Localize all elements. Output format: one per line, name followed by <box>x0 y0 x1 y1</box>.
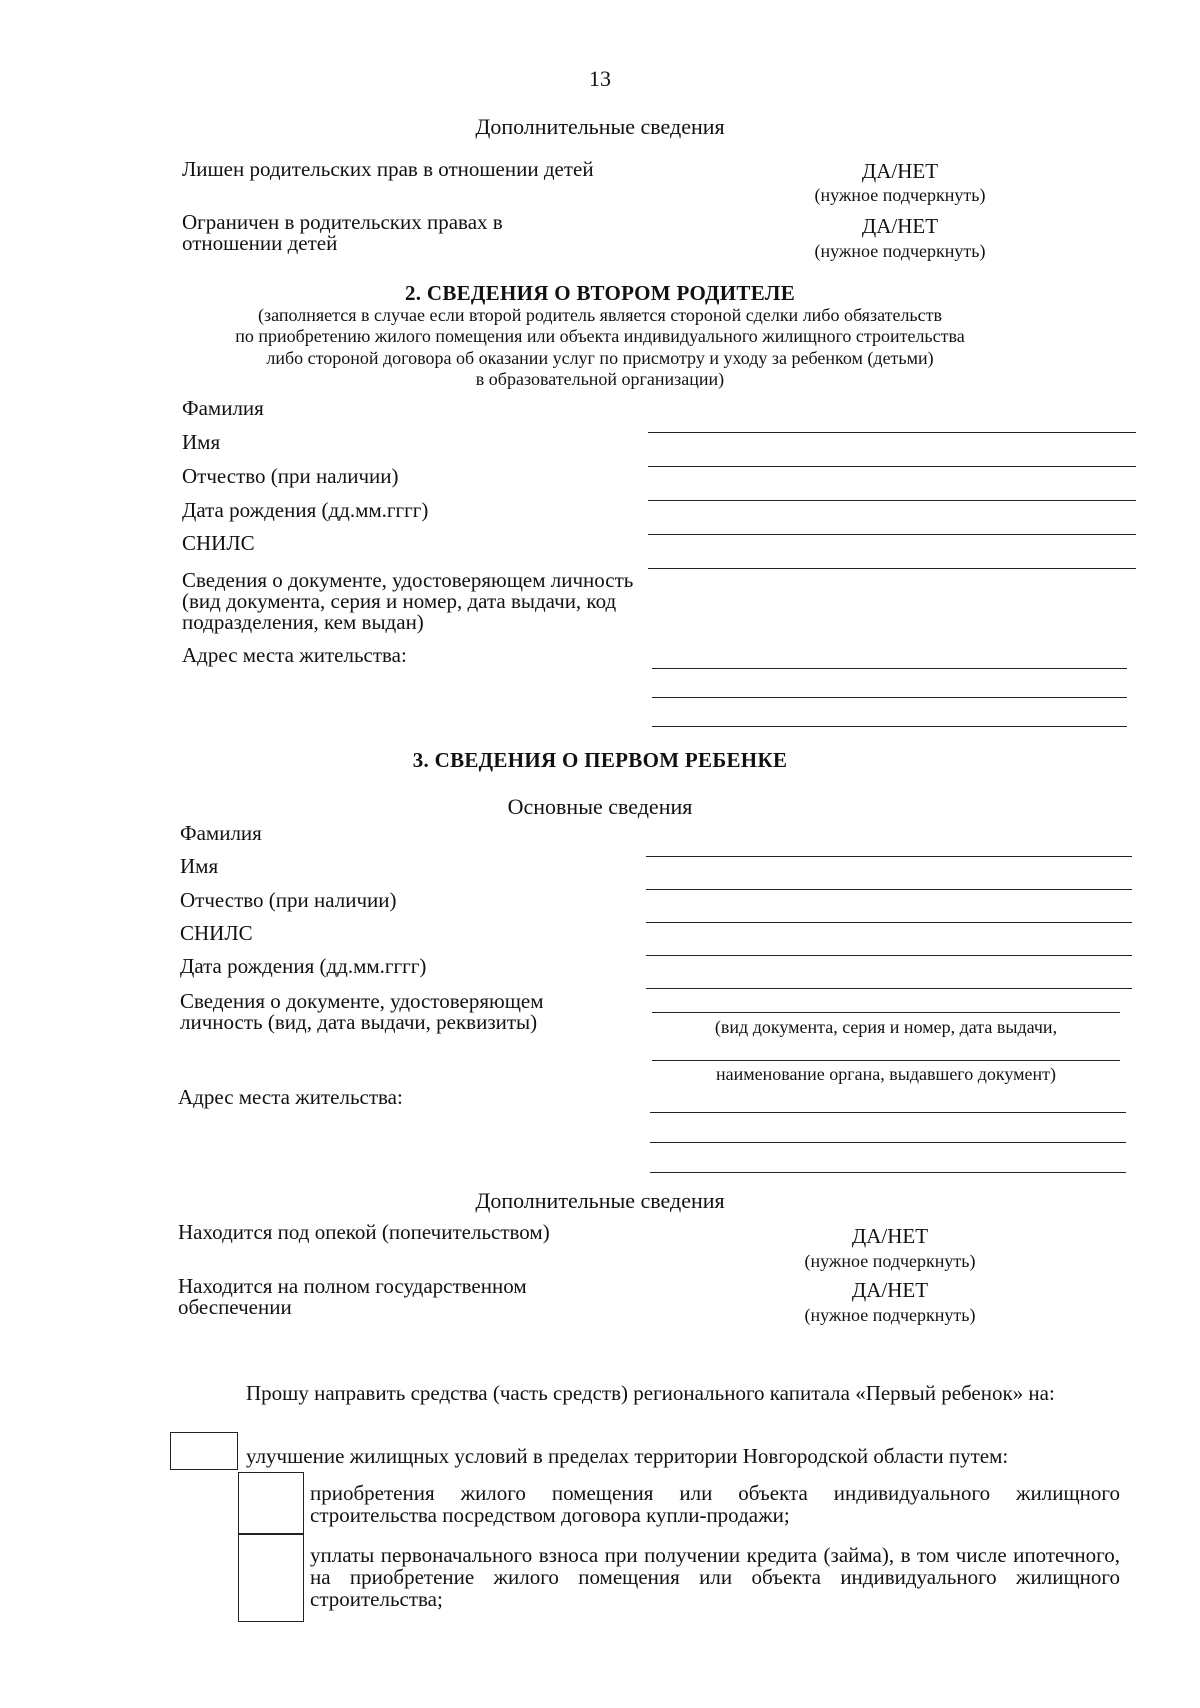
child-birthdate-label: Дата рождения (дд.мм.гггг) <box>180 954 427 978</box>
child-id-document-hint-1: (вид документа, серия и номер, дата выдачи, <box>714 1017 1058 1037</box>
option-housing-text: улучшение жилищных условий в пределах территории Новгородской области путем: <box>246 1444 1009 1468</box>
section2-note-line-2: по приобретению жилого помещения или объекта индивидуального жилищного строительства <box>235 326 965 346</box>
parent2-surname-label: Фамилия <box>182 396 264 420</box>
parent2-name-field[interactable] <box>648 466 1136 467</box>
child-id-document-label: Сведения о документе, удостоверяющем личность (вид, дата выдачи, реквизиты) <box>180 989 544 1034</box>
section2-note-line-3: либо стороной договора об оказании услуг по присмотру и уходу за ребенком (детьми) <box>266 348 934 368</box>
child-snils-label: СНИЛС <box>180 921 253 945</box>
guardianship-answer[interactable]: ДА/НЕТ <box>851 1224 929 1248</box>
parent2-birthdate-label: Дата рождения (дд.мм.гггг) <box>182 498 429 522</box>
deprived-rights-hint: (нужное подчеркнуть) <box>814 185 986 205</box>
state-support-hint: (нужное подчеркнуть) <box>804 1305 976 1325</box>
child-address-line-1[interactable] <box>650 1112 1126 1113</box>
child-address-line-2[interactable] <box>650 1142 1126 1143</box>
option-mortgage-text: уплаты первоначального взноса при получении кредита (займа), в том числе ипотечного, на приобретение жилого помещения или объекта индивидуального жилищного строительства; <box>310 1543 1120 1611</box>
child-id-document-hint-2: наименование органа, выдавшего документ) <box>715 1064 1057 1084</box>
parent2-address-line-2[interactable] <box>652 697 1127 698</box>
parent2-patronymic-label: Отчество (при наличии) <box>182 464 399 488</box>
guardianship-hint: (нужное подчеркнуть) <box>804 1251 976 1271</box>
deprived-rights-answer[interactable]: ДА/НЕТ <box>861 159 939 183</box>
parent2-name-label: Имя <box>182 430 221 454</box>
child-id-document-field-1[interactable] <box>652 1012 1120 1013</box>
option-mortgage-checkbox[interactable] <box>238 1534 304 1622</box>
child-patronymic-label: Отчество (при наличии) <box>180 888 397 912</box>
section2-note-line-1: (заполняется в случае если второй родитель является стороной сделки либо обязательств <box>258 305 942 325</box>
child-birthdate-field[interactable] <box>646 988 1132 989</box>
child-address-line-3[interactable] <box>650 1172 1126 1173</box>
section3-main-heading: Основные сведения <box>507 794 693 819</box>
child-surname-field[interactable] <box>646 856 1132 857</box>
option-purchase-checkbox[interactable] <box>238 1472 304 1534</box>
option-purchase-text: приобретения жилого помещения или объекта индивидуального жилищного строительства посредством договора купли-продажи; <box>310 1481 1120 1527</box>
parent2-patronymic-field[interactable] <box>648 500 1136 501</box>
child-address-label: Адрес места жительства: <box>178 1085 403 1109</box>
restricted-rights-hint: (нужное подчеркнуть) <box>814 241 986 261</box>
parent2-address-line-3[interactable] <box>652 726 1127 727</box>
child-name-field[interactable] <box>646 889 1132 890</box>
restricted-rights-answer[interactable]: ДА/НЕТ <box>861 214 939 238</box>
parent2-id-document-label: Сведения о документе, удостоверяющем личность (вид документа, серия и номер, дата выдачи, код подразделения, кем выдан) <box>182 568 634 634</box>
deprived-rights-label: Лишен родительских прав в отношении детей <box>182 157 594 181</box>
parent2-address-line-1[interactable] <box>652 668 1127 669</box>
child-id-document-field-2[interactable] <box>652 1060 1120 1061</box>
child-name-label: Имя <box>180 854 219 878</box>
option-housing-checkbox[interactable] <box>170 1432 238 1470</box>
parent2-address-label: Адрес места жительства: <box>182 643 407 667</box>
section2-note-line-4: в образовательной организации) <box>475 369 725 389</box>
parent2-snils-label: СНИЛС <box>182 531 255 555</box>
request-intro: Прошу направить средства (часть средств) регионального капитала «Первый ребенок» на: <box>246 1381 1055 1405</box>
parent2-snils-field[interactable] <box>648 568 1136 569</box>
page-number: 13 <box>589 66 611 91</box>
state-support-answer[interactable]: ДА/НЕТ <box>851 1278 929 1302</box>
section2-title: 2. СВЕДЕНИЯ О ВТОРОМ РОДИТЕЛЕ <box>404 281 796 305</box>
section3-title: 3. СВЕДЕНИЯ О ПЕРВОМ РЕБЕНКЕ <box>412 748 788 772</box>
child-surname-label: Фамилия <box>180 821 262 845</box>
child-additional-heading: Дополнительные сведения <box>475 1188 725 1213</box>
restricted-rights-label: Ограничен в родительских правах в отношении детей <box>182 210 503 255</box>
child-patronymic-field[interactable] <box>646 922 1132 923</box>
parent2-surname-field[interactable] <box>648 432 1136 433</box>
guardianship-label: Находится под опекой (попечительством) <box>178 1220 550 1244</box>
state-support-label: Находится на полном государственном обеспечении <box>178 1274 527 1319</box>
parent2-birthdate-field[interactable] <box>648 534 1136 535</box>
child-snils-field[interactable] <box>646 955 1132 956</box>
parent1-additional-heading: Дополнительные сведения <box>475 114 725 139</box>
